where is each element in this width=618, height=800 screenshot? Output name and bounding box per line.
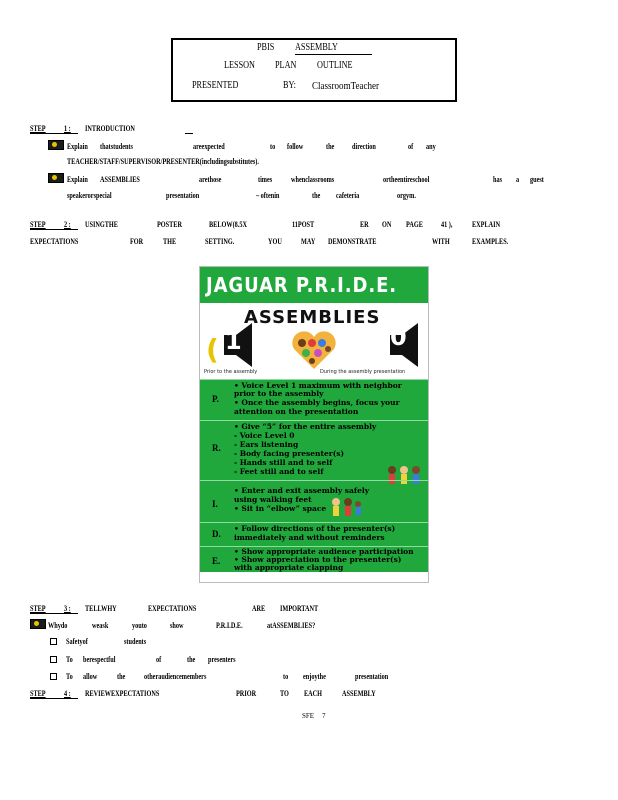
- s2-l2-w0: EXPECTATIONS: [30, 237, 79, 246]
- s3-b2-w3: the: [187, 655, 196, 664]
- s4-w2: REVIEWEXPECTATIONS: [85, 689, 160, 698]
- s1b1-w2: areexpected: [193, 142, 225, 151]
- footer-page: 7: [322, 712, 326, 720]
- s1b1-w0: Explain: [67, 142, 88, 151]
- s4-w4: TO: [280, 689, 289, 698]
- title-pbis: PBIS: [257, 42, 275, 53]
- s1b2-w2: arethose: [199, 175, 222, 184]
- s1b1-w8: any: [426, 142, 436, 151]
- poster-subtitle: ASSEMBLIES: [244, 307, 381, 328]
- s2-l2-w5: MAY: [301, 237, 316, 246]
- s2-l2-w1: FOR: [130, 237, 144, 246]
- s1b2-w13: cafeteria: [336, 191, 360, 200]
- row-line: immediately and without reminders: [234, 533, 385, 542]
- bullet-icon: [48, 140, 64, 150]
- row-line: - Ears listening: [234, 440, 299, 449]
- s3-b3-w5: enjoythe: [303, 672, 326, 681]
- title-presented: PRESENTED: [192, 80, 239, 91]
- row-line: • Voice Level 1 maximum with neighbor: [234, 381, 402, 390]
- s3-w5: IMPORTANT: [280, 604, 319, 613]
- s2-l2-w3: SETTING.: [205, 237, 235, 246]
- s2-w9: 41 ),: [441, 220, 453, 229]
- s1b2-w12: the: [312, 191, 321, 200]
- s1b2-w0: Explain: [67, 175, 88, 184]
- s3-b2-w0: To: [66, 655, 73, 664]
- title-teacher: ClassroomTeacher: [312, 80, 379, 92]
- s3-b1-w0: Safetyof: [66, 637, 88, 646]
- s1b2-w1: ASSEMBLIES: [100, 175, 140, 184]
- s1b1-w5: the: [326, 142, 335, 151]
- s2-w8: PAGE: [406, 220, 423, 229]
- poster-row-r: [200, 420, 428, 481]
- row-letter: E.: [212, 556, 221, 566]
- s4-w3: PRIOR: [236, 689, 257, 698]
- row-line: - Voice Level 0: [234, 431, 295, 440]
- row-line: • Show appreciation to the presenter(s): [234, 555, 402, 564]
- s2-l2-w4: YOU: [268, 237, 282, 246]
- s3-b3-w6: presentation: [355, 672, 389, 681]
- poster-prior-num: 1: [225, 327, 242, 355]
- row-line: - Body facing presenter(s): [234, 449, 345, 458]
- s3-b2-w1: berespectful: [83, 655, 116, 664]
- title-outline: OUTLINE: [317, 60, 353, 71]
- s3-b3-w0: To: [66, 672, 73, 681]
- s2-w3: POSTER: [157, 220, 182, 229]
- s3-b3-w3: otheraudiencemembers: [144, 672, 207, 681]
- s2-l2-w6: DEMONSTRATE: [328, 237, 377, 246]
- row-line: prior to the assembly: [234, 389, 324, 398]
- s1b2-w6: has: [493, 175, 503, 184]
- step2-heading: STEP: [30, 220, 46, 229]
- step1-num: 1 :: [64, 124, 71, 133]
- step4-num: 4 :: [64, 689, 71, 698]
- s3-q2: youto: [132, 621, 147, 630]
- s3-b3-w4: to: [283, 672, 289, 681]
- row-line: • Follow directions of the presenter(s): [234, 524, 396, 533]
- s2-l2-w7: WITH: [432, 237, 450, 246]
- s1b1-w6: direction: [352, 142, 376, 151]
- pride-poster: [199, 266, 429, 583]
- poster-row-e: [200, 546, 428, 573]
- checkbox-icon: [50, 656, 57, 663]
- title-underline: [295, 54, 372, 55]
- s3-q3: show: [170, 621, 184, 630]
- title-assembly: ASSEMBLY: [295, 42, 338, 53]
- poster-during-num: 0: [390, 323, 407, 351]
- row-line: • Once the assembly begins, focus your: [234, 398, 400, 407]
- step4-heading: STEP: [30, 689, 46, 698]
- s3-q1: weask: [92, 621, 109, 630]
- row-line: • Give “5” for the entire assembly: [234, 422, 377, 431]
- poster-row-i: [200, 480, 428, 523]
- poster-header: [200, 267, 428, 303]
- poster-title: JAGUAR P.R.I.D.E.: [206, 273, 398, 297]
- step4-underline: [30, 698, 78, 699]
- row-letter: I.: [212, 499, 218, 509]
- row-line: attention on the presentation: [234, 407, 359, 416]
- s1b2-w10: presentation: [166, 191, 200, 200]
- s1b1-line2: TEACHER/STAFF/SUPERVISOR/PRESENTER(includingsubstitutes).: [67, 157, 259, 166]
- svg-text:(: (: [206, 333, 219, 366]
- s3-b3-w2: the: [117, 672, 126, 681]
- s1b2-w4: whenclassrooms: [291, 175, 335, 184]
- step2-underline: [30, 229, 78, 230]
- s3-b1-w1: students: [124, 637, 147, 646]
- s1b1-w1: thatstudents: [100, 142, 133, 151]
- crowd-heart-icon: [290, 329, 338, 371]
- row-line: using walking feet: [234, 495, 312, 504]
- kids-icon: [330, 497, 364, 521]
- s3-w2: TELLWHY: [85, 604, 117, 613]
- step3-heading: STEP: [30, 604, 46, 613]
- row-letter: P.: [212, 394, 219, 404]
- title-lesson: LESSON: [224, 60, 255, 71]
- s4-w6: ASSEMBLY: [342, 689, 376, 698]
- s2-w7: ON: [382, 220, 392, 229]
- poster-during-caption: During the assembly presentation: [320, 369, 406, 375]
- poster-body: [200, 379, 428, 572]
- step3-num: 3 :: [64, 604, 71, 613]
- checkbox-icon: [50, 638, 57, 645]
- s4-w5: EACH: [304, 689, 323, 698]
- step1-underline: [30, 133, 78, 134]
- row-line: with appropriate clapping: [234, 563, 344, 572]
- s3-w3: EXPECTATIONS: [148, 604, 197, 613]
- footer-sfe: SFE: [302, 712, 315, 720]
- step1-label: INTRODUCTION: [85, 124, 135, 133]
- step1-dash: [185, 133, 193, 134]
- row-line: • Show appropriate audience participation: [234, 547, 414, 556]
- s3-q4: P.R.I.D.E.: [216, 621, 243, 630]
- s2-w5: 11POST: [292, 220, 315, 229]
- s1b2-w8: guest: [530, 175, 544, 184]
- row-letter: R.: [212, 443, 221, 453]
- poster-prior-caption: Prior to the assembly: [204, 369, 258, 375]
- s3-b3-w1: allow: [83, 672, 98, 681]
- s2-w4: BELOW(8.5X: [209, 220, 247, 229]
- s1b1-w7: of: [408, 142, 414, 151]
- title-plan: PLAN: [275, 60, 297, 71]
- s3-w4: ARE: [252, 604, 266, 613]
- s1b2-w3: times: [258, 175, 273, 184]
- s1b2-w9: speakerorspecial: [67, 191, 112, 200]
- checkbox-icon: [50, 673, 57, 680]
- row-line: - Feet still and to self: [234, 467, 324, 476]
- s3-q0: Whydo: [48, 621, 68, 630]
- s2-w2: USINGTHE: [85, 220, 118, 229]
- s3-b2-w4: presenters: [208, 655, 236, 664]
- s3-q5: atASSEMBLIES?: [267, 621, 316, 630]
- bullet-icon: [48, 173, 64, 183]
- s2-w10: EXPLAIN: [472, 220, 501, 229]
- s2-w6: ER: [360, 220, 369, 229]
- row-line: - Hands still and to self: [234, 458, 333, 467]
- row-line: • Enter and exit assembly safely: [234, 486, 370, 495]
- row-letter: D.: [212, 529, 221, 539]
- s3-b2-w2: of: [156, 655, 162, 664]
- s2-l2-w2: THE: [163, 237, 177, 246]
- s1b2-w7: a: [516, 175, 520, 184]
- step3-underline: [30, 613, 78, 614]
- s2-l2-w8: EXAMPLES.: [472, 237, 509, 246]
- title-by: BY:: [283, 80, 296, 91]
- s1b2-w11: – oftenin: [256, 191, 280, 200]
- poster-row-d: [200, 522, 428, 547]
- s1b1-w3: to: [270, 142, 276, 151]
- s1b1-w4: follow: [287, 142, 304, 151]
- s1b2-w14: orgym.: [397, 191, 416, 200]
- s1b2-w5: ortheentireschool: [383, 175, 430, 184]
- step1-heading: STEP: [30, 124, 46, 133]
- poster-row-p: [200, 379, 428, 421]
- step2-num: 2 :: [64, 220, 71, 229]
- bullet-icon: [30, 619, 46, 629]
- row-line: • Sit in “elbow” space: [234, 504, 327, 513]
